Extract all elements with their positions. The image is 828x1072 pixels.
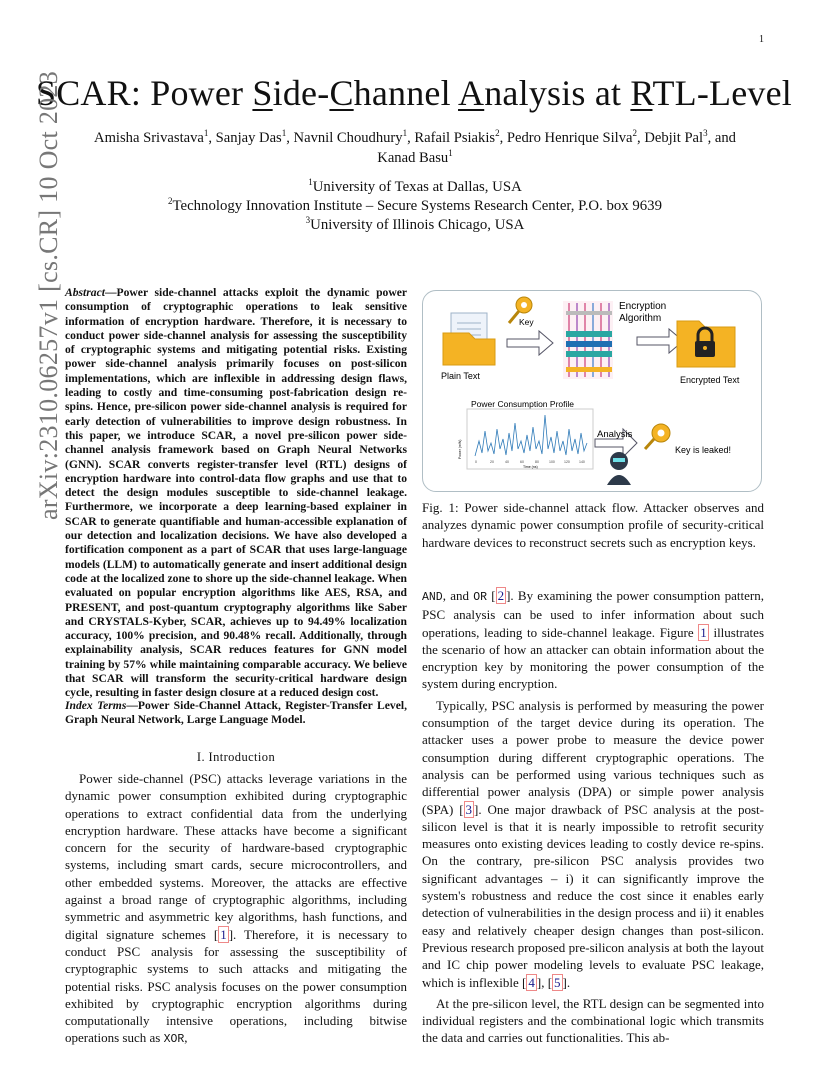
abstract-label: Abstract: [65, 286, 105, 299]
figure-1: [422, 290, 762, 492]
key-label: Key: [519, 317, 534, 327]
paragraph: AND, and OR [ 2 ]. By examining the power consumption pattern, PSC analysis can be used to infer information about such operations, leading to side-channel leakage. Figure 1 illustrates the scenario of how an attacker can obtain information about the encryption key by monitoring the power consumption of the system during encryption.: [422, 588, 764, 692]
author-list: Amisha Srivastava$^1$, Sanjay Das$^1$, Navnil Choudhury$^1$, Rafail Psiakis$^2$, Pedro Henrique Silva$^2$, Debjit Pal$^3$, and Kanad Basu$^1$: [94, 128, 736, 166]
figure-caption: Fig. 1: Power side-channel attack flow. Attacker observes and analyzes dynamic power consumption profile of security-critical hardware devices to reconstruct secrets such as encryption keys.: [422, 500, 764, 550]
citation-link[interactable]: 3: [465, 801, 473, 817]
plain-text-label: Plain Text: [441, 371, 480, 381]
citation-link[interactable]: 1: [220, 926, 227, 942]
x-tick: 100: [549, 460, 555, 464]
paragraph: At the pre-silicon level, the RTL design can be segmented into individual registers and the combinational logic which transmits the data and carries out functionalities. This ab-: [422, 995, 764, 1046]
encryption-circuit-icon: [563, 301, 613, 379]
intro-paragraph: Power side-channel (PSC) attacks leverage variations in the dynamic power consumption exhibited during cryptographic operations to extract confidential data from the underlying encryption hardware. These attacks have become a significant concern for the security of hardware-based cryptographic systems, including smart cards, secure microcontrollers, and other embedded systems. Moreover, the attacks are effective against a broad range of cryptographic algorithms, including symmetric and asymmetric key algorithms, hash functions, and digital signature schemes [ 1 ]. Therefore, it is necessary to conduct PSC analysis for assessing the susceptibility of cryptographic systems to such attacks and mitigating the potential risks. PSC analysis focuses on the power consumption exhibited by cryptographic encryption algorithms during computationally intensive operations, including bitwise operations such as XOR,: [65, 771, 407, 1047]
right-column-text: [422, 587, 764, 1047]
citation-link[interactable]: 4: [528, 974, 535, 990]
citation-link[interactable]: 5: [554, 974, 561, 990]
arrow-right-icon: [637, 329, 683, 353]
figure-reference-link[interactable]: 1: [700, 624, 707, 640]
power-profile-title: Power Consumption Profile: [471, 399, 574, 409]
encrypted-folder-icon: [677, 321, 735, 367]
x-tick: 140: [579, 460, 585, 464]
affiliations: [90, 178, 740, 235]
affiliation-1: $^1$University of Texas at Dallas, USA: [308, 177, 522, 195]
affiliation-3: $^3$University of Illinois Chicago, USA: [305, 215, 525, 233]
analysis-label: Analysis: [597, 429, 633, 440]
abstract: [65, 286, 407, 701]
page-number: 1: [759, 34, 764, 45]
encryption-label-2: Algorithm: [619, 313, 662, 324]
section-heading: I. Introduction: [196, 750, 276, 764]
x-tick: 20: [490, 460, 494, 464]
arrow-right-icon: [507, 331, 553, 355]
encrypted-text-label: Encrypted Text: [680, 375, 740, 385]
paper-title: SCAR: Power Side-Channel Analysis at RTL-Level: [35, 73, 793, 113]
key-leaked-label: Key is leaked!: [675, 445, 732, 455]
index-terms: Index Terms—Power Side-Channel Attack, Register-Transfer Level, Graph Neural Network, Large Language Model.: [65, 699, 407, 727]
x-tick: 120: [564, 460, 570, 464]
encryption-label-1: Encryption: [619, 301, 667, 312]
figure-1-illustration: [423, 291, 760, 490]
plain-text-folder-icon: [443, 313, 495, 365]
index-terms-label: Index Terms: [65, 699, 127, 712]
leaked-key-icon: [645, 424, 670, 449]
x-tick: 40: [505, 460, 509, 464]
x-tick: 60: [520, 460, 524, 464]
power-profile-x-axis-label: Time (ns): [523, 465, 538, 469]
x-tick: 0: [475, 460, 477, 464]
attacker-icon: [607, 452, 631, 485]
abstract-text: —Power side-channel attacks exploit the dynamic power consumption of cryptographic operations to leak sensitive information of encryption hardware. Therefore, it is necessary to conduct power side-channel analysis for assessing the susceptibility of cryptographic systems and mitigating potential risks. Existing power side-channel analysis primarily focuses on post-silicon implementations, which are inflexible in addressing design flaws, leading to costly and time-consuming post-fabrication design re-spins. Hence, pre-silicon power side-channel analysis is required for early detection of vulnerabilities to improve design robustness. In this paper, we introduce SCAR, a novel pre-silicon power side-channel analysis framework based on Graph Neural Networks (GNN). SCAR converts register-transfer level (RTL) designs of encryption hardware into control-data flow graphs and use that to detect the design modules susceptible to side-channel leakage. Furthermore, we incorporate a deep learning-based explainer in SCAR to generate quantifiable and human-accessible explanation of our detection and localization decisions. We have also developed a fortification component as a part of SCAR that uses large-language models (LLM) to automatically generate and insert additional design code at the localized zone to shore up the side-channel leakage. When evaluated on popular encryption algorithms like AES, RSA, and PRESENT, and post-quantum cryptography algorithms like Saber and CRYSTALS-Kyber, SCAR, achieves up to 94.49% localization accuracy, 100% precision, and 90.48% recall. Additionally, through explainability analysis, SCAR reduces features for GNN model training by 57% while maintaining comparable accuracy. We believe that SCAR will transform the security-critical hardware design cycle, resulting in faster design closure at a reduced design cost.: [65, 286, 407, 700]
paragraph: Typically, PSC analysis is performed by measuring the power consumption of the target device during its operation. The attacker uses a power probe to measure the device power consumption during different cryptographic operations. The analysis can be performed using various techniques such as differential power analysis (DPA) or simple power analysis (SPA) [ 3 ]. One major drawback of PSC analysis at the post-silicon level is that it is nearly impossible to retrofit security measures onto existing devices leading to costly device re-spins. On the contrary, pre-silicon PSC analysis provides two significant advantages – i) it can significantly improve the system's robustness and reduce the cost since it enables early detection of vulnerabilities in the design process and ii) it enables easy and relatively cheaper design changes than post-silicon. Previous research proposed pre-silicon analysis at both the layout and IC chip power modeling levels to evaluate PSC leakage, which is inflexible [ 4 ], [ 5 ].: [422, 697, 764, 990]
power-profile-y-axis-label: Power (mW): [458, 439, 462, 459]
affiliation-2: $^2$Technology Innovation Institute – Secure Systems Research Center, P.O. box 9639: [168, 196, 662, 214]
arxiv-stamp: arXiv:2310.06257v1 [cs.CR] 10 Oct 2023: [34, 70, 63, 520]
citation-link[interactable]: 2: [497, 588, 505, 603]
x-tick: 80: [535, 460, 539, 464]
